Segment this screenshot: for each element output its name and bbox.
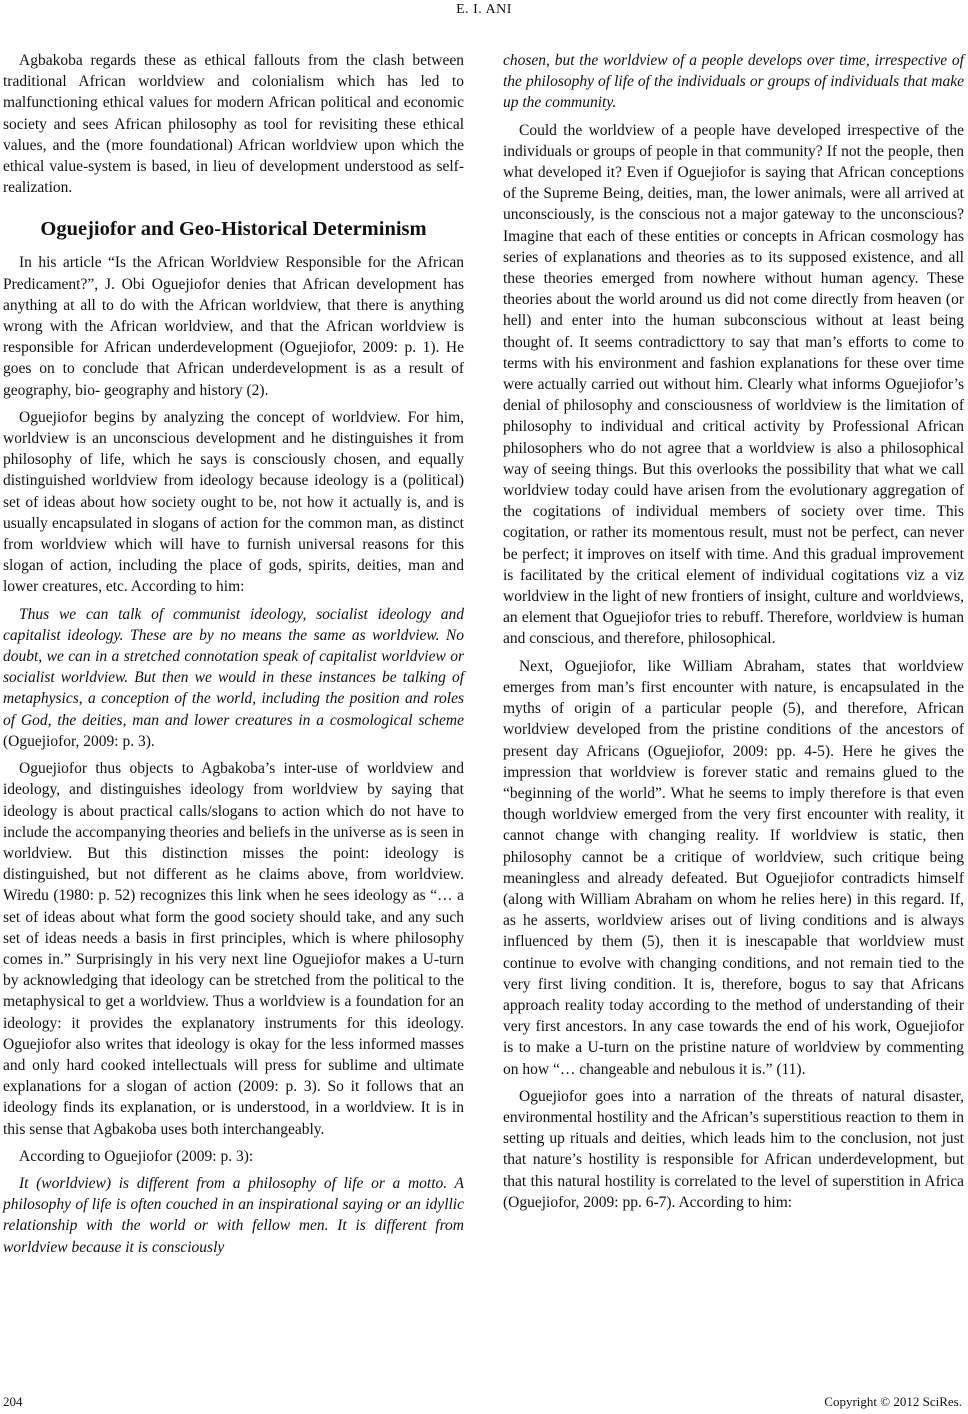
paragraph: Agbakoba regards these as ethical fallouts from the clash between traditional African worldview and colonialism which has led to malfunctioning ethical values for modern African political and economic society and sees African philosophy as tool for revisiting these ethical values, and the (more foundational) African worldview upon which the ethical value-system is based, in lieu of development understood as self-realization. [3, 52, 464, 197]
block-quote [3, 604, 464, 752]
quote-text: Thus we can talk of communist ideology, socialist ideology and capitalist ideology. These are by no means the same as worldview. No doubt, we can in a stretched connotation speak of capitalist worldview or socialist worldview. But then we would in these instances be talking of metaphysics, a conception of the world, including the position and roles of God, the deities, man and lower creatures in a cosmological scheme [3, 605, 464, 729]
paragraph: Could the worldview of a people have developed irrespective of the individuals or groups of people in that community? If not the people, then what developed it? Even if Oguejiofor is saying that African conceptions of the Supreme Being, deities, man, the lower animals, were all arrived at unconsciously, is the conscious not a major gateway to the unconscious? Imagine that each of these entities or concepts in African cosmology has series of explanations and theories as to its supposed existence, and all these theories emerged from nowhere without human agency. These theories about the world around us did not come directly from heaven (or hell) and enter into the human subconscious without at least being thought of. It seems contradicttory to say that man’s efforts to come to terms with his environment and fashion explanations for these over time were actually carried out without him. Clearly what informs Oguejiofor’s denial of philosophy and consciousness of worldview is the limitation of philosophy to individual and critical activity by Professional African philosophers who do not agree that a worldview is also a philosophical way of seeing things. But this overlooks the possibility that what we call worldview today could have arisen from the evolutionary aggregation of the cogitations of individual members of society over time. This cogitation, or rather its momentous result, must not be perfect, can never be perfect; it improves on itself with time. And this gradual improvement is facilitated by the critical element of individual cogitations viz a viz worldview in the light of new frontiers of insight, culture and worldviews, an element that Oguejiofor tries to rebuff. Therefore, worldview is human and conscious, and therefore, philosophical. [503, 121, 964, 648]
running-header: E. I. ANI [456, 2, 512, 17]
block-quote-continued: chosen, but the worldview of a people develops over time, irrespective of the philosophy of life of the individuals or groups of individuals that make up the community. [503, 52, 964, 112]
copyright-notice: Copyright © 2012 SciRes. [824, 1394, 962, 1409]
quote-citation: (Oguejiofor, 2009: p. 3). [3, 732, 155, 750]
left-column [3, 50, 464, 1264]
paragraph: Oguejiofor goes into a narration of the threats of natural disaster, environmental hostility and the African’s superstitious reaction to them in setting up rituals and deities, which leads him to the conclusion, not just that nature’s hostility is responsible for African underdevelopment, but that this natural hostility is correlated to the level of superstition in Africa (Oguejiofor, 2009: pp. 6-7). According to him: [503, 1087, 964, 1211]
paragraph: Oguejiofor thus objects to Agbakoba’s inter-use of worldview and ideology, and distinguishes ideology from worldview by saying that ideology is about practical calls/slogans to action which do not have to include the accompanying theories and beliefs in the universe as is seen in worldview. But this distinction misses the point: ideology is distinguished, but not different as he claims above, from worldview. Wiredu (1980: p. 52) recognizes this link when he sees ideology as “… a set of ideas about what form the good society should take, and any such set of ideas needs a basis in first principles, which is where philosophy comes in.” Surprisingly in his very next line Oguejiofor makes a U-turn by acknowledging that ideology can be stretched from the political to the metaphysical to get a worldview. Thus a worldview is a foundation for an ideology: it provides the explanatory instruments for this ideology. Oguejiofor also writes that ideology is okay for the less informed masses and only hard cooked intellectuals will press for sublime and ultimate explanations for a slogan of action (2009: p. 3). So it follows that an ideology finds its explanation, or is understood, in a worldview. It is in this sense that Agbakoba uses both interchangeably. [3, 760, 464, 1138]
paragraph: Oguejiofor begins by analyzing the concept of worldview. For him, worldview is an unconscious development and he distinguishes it from philosophy of life, which he says is consciously chosen, and equally distinguished worldview from ideology because ideology is a (political) set of ideas about how society ought to be, not how it actually is, and is usually encapsulated in slogans of action for the common man, as distinct from worldview which will have to furnish universal reasons for this slogan of action, including the place of gods, spirits, deities, man and lower creatures, etc. According to him: [3, 408, 464, 596]
section-heading: Oguejiofor and Geo-Historical Determinism [40, 218, 427, 241]
right-column [503, 50, 964, 1219]
paragraph: According to Oguejiofor (2009: p. 3): [19, 1147, 254, 1165]
paragraph: Next, Oguejiofor, like William Abraham, states that worldview emerges from man’s first encounter with nature, is encapsulated in the myths of origin of a particular people (5), and therefore, African worldview developed from the pristine conditions of the ancestors of present day Africans (Oguejiofor, 2009: pp. 4-5). Here he gives the impression that worldview is forever static and remains glued to the “beginning of the world”. What he seems to imply therefore is that even though worldview emerged from the very first encounter with reality, it cannot change with changing reality. If worldview is static, then philosophy cannot be a critique of worldview, such critique being meaningless and already defeated. But Oguejiofor contradicts himself (along with William Abraham on whom he relies here) in this regard. If, as he asserts, worldview arises out of living conditions and is always influenced by them (5), then it is inescapable that worldview must continue to evolve with changing conditions, and not remain tied to the very first living condition. It is, therefore, bogus to say that Africans approach reality today according to the method of understanding of their very first ancestors. In any case towards the end of his work, Oguejiofor is to make a U-turn on the pristine nature of worldview by commenting on how “… changeable and nebulous it is.” (11). [503, 657, 964, 1078]
paragraph: In his article “Is the African Worldview Responsible for the African Predicament?”, J. Obi Oguejiofor denies that African development has anything at all to do with the African worldview, that there is anything wrong with the African worldview, and that the African worldview is responsible for African underdevelopment (Oguejiofor, 2009: p. 1). He goes on to conclude that African underdevelopment is as a result of geography, bio- geography and history (2). [3, 254, 464, 399]
block-quote: It (worldview) is different from a philosophy of life or a motto. A philosophy of life is often couched in an inspirational saying or an idyllic relationship with the world or with fellow men. It is different from worldview because it is consciously [3, 1174, 464, 1256]
page-number: 204 [3, 1394, 23, 1409]
